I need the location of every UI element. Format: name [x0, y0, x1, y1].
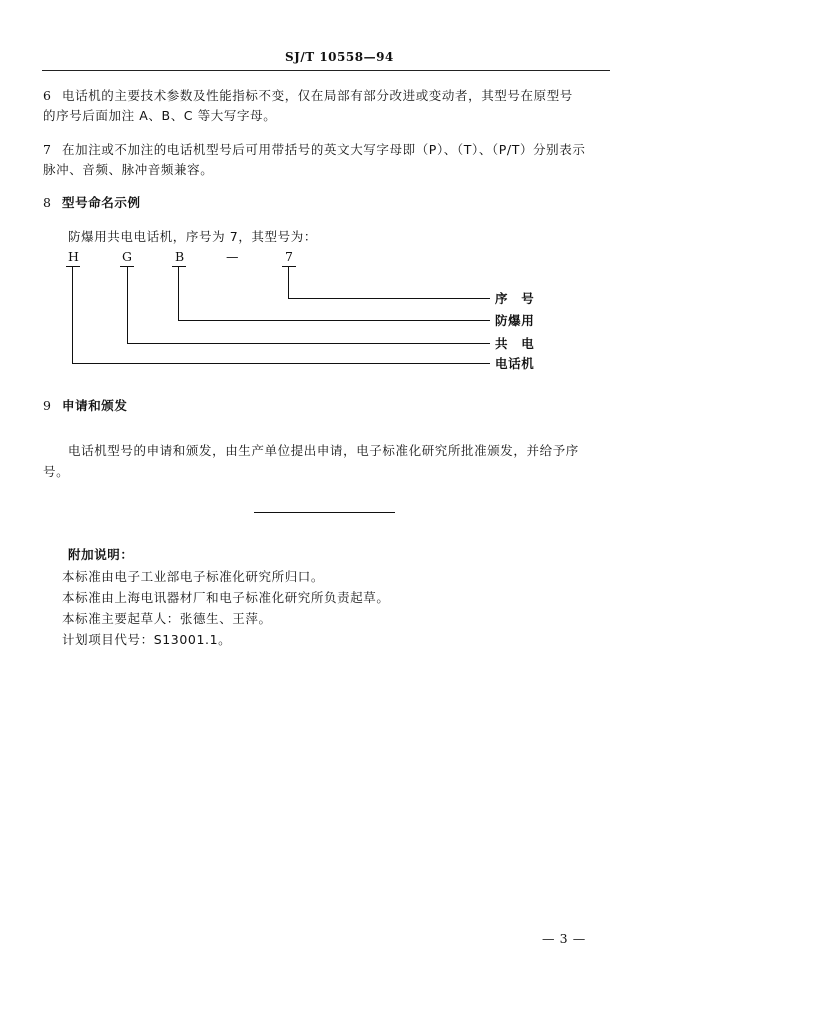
- clause-8-number: 8: [43, 195, 52, 210]
- notes-line-1: 本标准由电子工业部电子标准化研究所归口。: [62, 569, 325, 584]
- notes-line-2: 本标准由上海电讯器材厂和电子标准化研究所负责起草。: [62, 590, 390, 605]
- section-9-number: 9: [43, 398, 52, 413]
- leader-horizontal-b: [178, 320, 490, 321]
- leader-horizontal-g: [127, 343, 490, 344]
- underline-h: [66, 266, 80, 267]
- clause-7-line-2: 脉冲、音频、脉冲音频兼容。: [43, 162, 214, 177]
- example-intro: 防爆用共电电话机，序号为 7，其型号为：: [68, 229, 317, 244]
- label-common-battery: 共 电: [495, 336, 535, 351]
- header-rule: [42, 70, 610, 71]
- end-separator-line: [254, 512, 395, 513]
- section-9-para-line-1: 电话机型号的申请和颁发，由生产单位提出申请，电子标准化研究所批准颁发，并给予序: [68, 443, 579, 458]
- notes-line-4: 计划项目代号：S13001.1。: [62, 632, 232, 647]
- underline-b: [172, 266, 186, 267]
- model-letter-h: H: [68, 249, 80, 264]
- notes-title: 附加说明：: [68, 547, 134, 562]
- label-telephone: 电话机: [495, 356, 535, 371]
- leader-vertical-h: [72, 266, 73, 364]
- clause-7-number: 7: [43, 142, 52, 157]
- clause-8-title: 型号命名示例: [62, 195, 141, 210]
- standard-code-header: SJ/T 10558—94: [285, 50, 394, 64]
- section-9-title: 申请和颁发: [62, 398, 128, 413]
- model-letter-b: B: [175, 249, 185, 264]
- label-explosion-proof: 防爆用: [495, 313, 535, 328]
- clause-6-line-2: 的序号后面加注 A、B、C 等大写字母。: [43, 108, 277, 123]
- underline-7: [282, 266, 296, 267]
- label-serial-number: 序 号: [495, 291, 535, 306]
- leader-vertical-b: [178, 266, 179, 321]
- leader-vertical-g: [127, 266, 128, 344]
- section-9-para-line-2: 号。: [43, 464, 70, 479]
- model-letter-g: G: [122, 249, 133, 264]
- page-number: — 3 —: [542, 931, 586, 946]
- leader-horizontal-7: [288, 298, 490, 299]
- model-number-7: 7: [285, 249, 294, 264]
- clause-6-number: 6: [43, 88, 52, 103]
- model-dash: —: [226, 249, 240, 264]
- clause-6-line-1: 电话机的主要技术参数及性能指标不变，仅在局部有部分改进或变动者，其型号在原型号: [62, 88, 573, 103]
- notes-line-3: 本标准主要起草人：张德生、王萍。: [62, 611, 272, 626]
- leader-horizontal-h: [72, 363, 490, 364]
- leader-vertical-7: [288, 266, 289, 299]
- clause-7-line-1: 在加注或不加注的电话机型号后可用带括号的英文大写字母即（P）、（T）、（P/T）分别表示: [62, 142, 586, 157]
